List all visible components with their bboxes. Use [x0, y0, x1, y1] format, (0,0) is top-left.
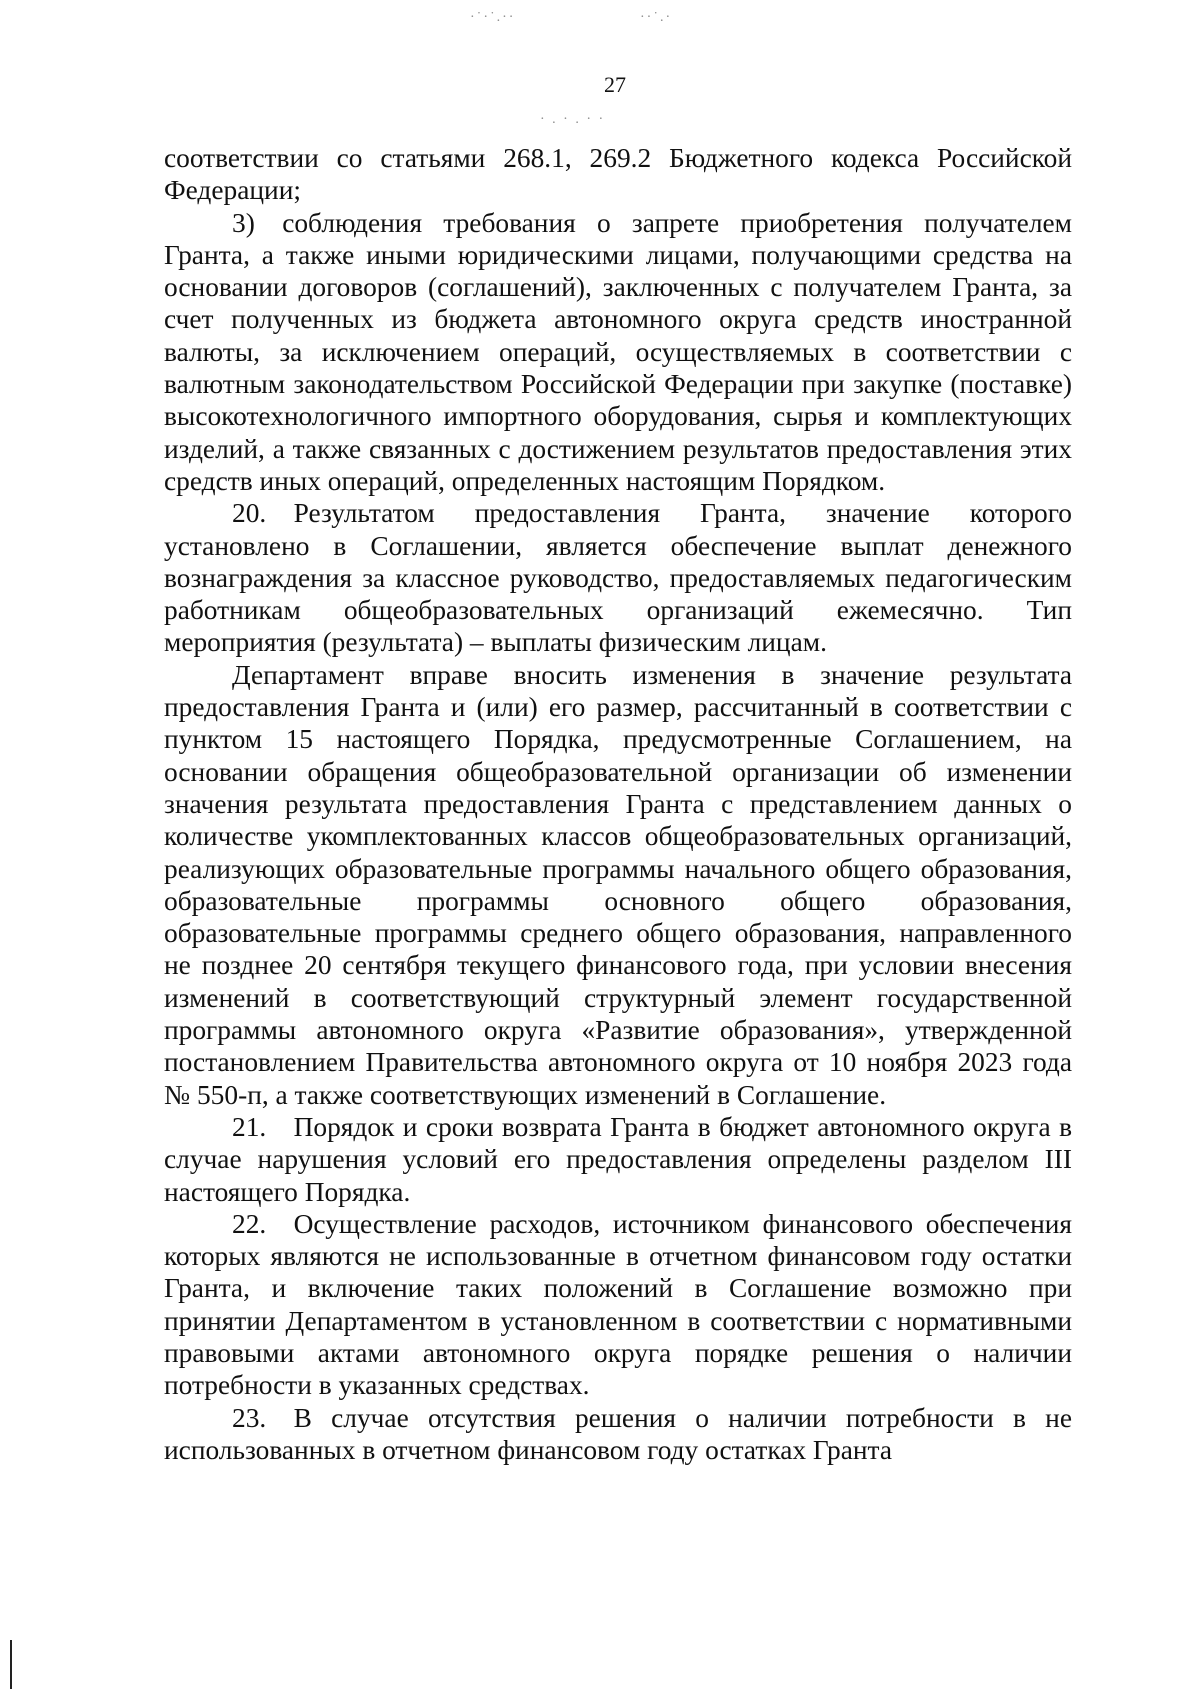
- scan-artifact-top-right: ··˙.·: [640, 10, 673, 25]
- paragraph-continuation: соответствии со статьями 268.1, 269.2 Бюджетного кодекса Российской Федерации;: [164, 143, 1072, 206]
- paragraph-clause-23: 23. В случае отсутствия решения о наличии потребности в не использованных в отчетном финансовом году остатках Гранта: [164, 1402, 1072, 1465]
- paragraph-department-rights: Департамент вправе вносить изменения в значение результата предоставления Гранта и (или) его размер, рассчитанный в соответствии с пунктом 15 настоящего Порядка, предусмотренные Соглашением, на основании обращения общеобразовательной организации об изменении значения результата предоставления Гранта с представлением данных о количестве укомплектованных классов общеобразовательных организаций, реализующих образовательные программы начального общего образования, образовательные программы основного общего образования, образовательные программы среднего общего образования, направленного не позднее 20 сентября текущего финансового года, при условии внесения изменений в соответствующий структурный элемент государственной программы автономного округа «Развитие образования», утвержденной постановлением Правительства автономного округа от 10 ноября 2023 года № 550-п, а также соответствующих изменений в Соглашение.: [164, 659, 1072, 1110]
- paragraph-item-3: 3) соблюдения требования о запрете приобретения получателем Гранта, а также иными юридическими лицами, получающими средства на основании договоров (соглашений), заключенных с получателем Гранта, за счет полученных из бюджета автономного округа средств иностранной валюты, за исключением операций, осуществляемых в соответствии с валютным законодательством Российской Федерации при закупке (поставке) высокотехнологичного импортного оборудования, сырья и комплектующих изделий, а также связанных с достижением результатов предоставления этих средств иных операций, определенных настоящим Порядком.: [164, 207, 1072, 496]
- scan-artifact-top-left: ·˙·˙.··: [470, 10, 516, 25]
- document-body: [164, 142, 1072, 1466]
- scan-margin-line: [10, 1640, 12, 1689]
- paragraph-clause-20: 20. Результатом предоставления Гранта, значение которого установлено в Соглашении, является обеспечение выплат денежного вознаграждения за классное руководство, предоставляемых педагогическим работникам общеобразовательных организаций ежемесячно. Тип мероприятия (результата) – выплаты физическим лицам.: [164, 498, 1072, 658]
- scan-artifact-under-number: · . · . · ·: [540, 112, 606, 127]
- page-number: 27: [604, 72, 626, 97]
- paragraph-clause-21: 21. Порядок и сроки возврата Гранта в бюджет автономного округа в случае нарушения условий его предоставления определены разделом III настоящего Порядка.: [164, 1111, 1072, 1207]
- paragraph-clause-22: 22. Осуществление расходов, источником финансового обеспечения которых являются не использованные в отчетном финансовом году остатки Гранта, и включение таких положений в Соглашение возможно при принятии Департаментом в установленном в соответствии с нормативными правовыми актами автономного округа порядке решения о наличии потребности в указанных средствах.: [164, 1208, 1072, 1401]
